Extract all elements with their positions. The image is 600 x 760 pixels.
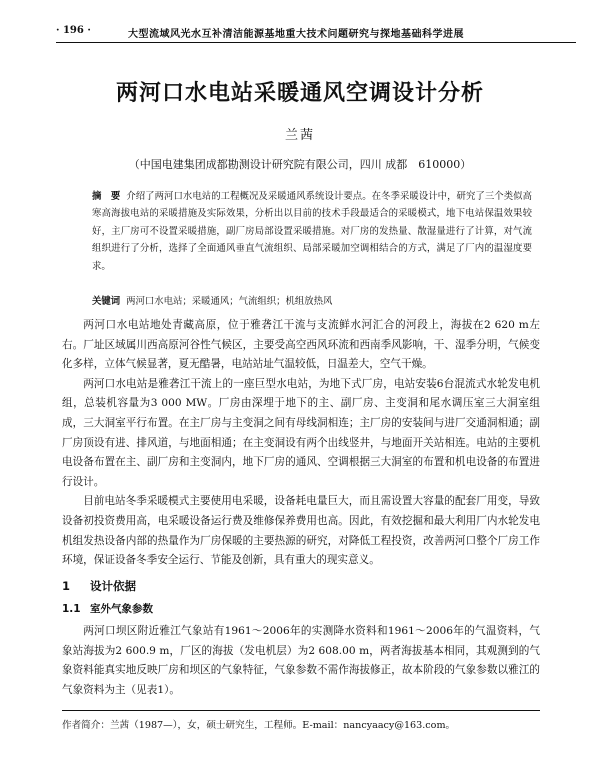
section-number: 1: [62, 578, 71, 593]
keywords-text: 两河口水电站；采暖通风；气流组织；机组放热风: [126, 296, 333, 307]
paragraph-weather: 两河口坝区附近雅江气象站有1961～2006年的实测降水资料和1961～2006年的气温资料，气象站海拔为2 600.9 m，厂区的海拔（发电机层）为2 608.00 m，两者海拔基本相同，其观测到的气象资料能真实地反映厂房和坝区的气象特征，气象参数不需作海拔修正，故本阶段的气象参数以雅江的气象资料为主（见表1）。: [62, 624, 540, 696]
body-text: [62, 316, 540, 700]
page-number: · 196 ·: [56, 25, 91, 36]
paper-title: 两河口水电站采暖通风空调设计分析: [115, 81, 484, 106]
author-footnote: 作者简介：兰茜（1987—），女，硕士研究生，工程师。E-mail：nancyaacy@163.com。: [62, 710, 540, 731]
section-heading-1: [62, 577, 540, 597]
subsection-heading-1-1: [62, 600, 540, 620]
abstract-text: 介绍了两河口水电站的工程概况及采暖通风系统设计要点。在冬季采暖设计中，研究了三个类似高寒高海拔电站的采暖措施及实际效果，分析出以目前的技术手段最适合的采暖模式，地下电站保温效果较好，主厂房可不设置采暖措施，副厂房局部设置采暖措施。对厂房的发热量、散湿量进行了计算，对气流组织进行了分析，选择了全面通风垂直气流组织、局部采暖加空调相结合的方式，满足了厂内的温湿度要求。: [92, 191, 532, 272]
abstract-label: 摘 要: [92, 191, 121, 202]
abstract: [92, 188, 532, 275]
subsection-title: 室外气象参数: [90, 603, 153, 616]
running-header: [56, 24, 576, 43]
section-title: 设计依据: [90, 578, 136, 593]
paragraph-site: 两河口水电站地处青藏高原，位于雅砻江干流与支流鲜水河汇合的河段上，海拔在2 620 m左右。厂址区域属川西高原河谷性气候区，主要受高空西风环流和西南季风影响，干、湿季分明，气候变化多样，立体气候显著，夏无酷暑，电站站址气温较低，日温差大，空气干燥。: [62, 319, 540, 371]
author-name: 兰茜: [284, 128, 315, 143]
subsection-number: 1.1: [62, 603, 81, 616]
author-affiliation: （中国电建集团成都勘测设计研究院有限公司，四川 成都 610000）: [128, 158, 472, 171]
paragraph-motivation: 目前电站冬季采暖模式主要使用电采暖，设备耗电量巨大，而且需设置大容量的配套厂用变，导致设备初投资费用高，电采暖设备运行费及维修保养费用也高。因此，有效挖掘和最大利用厂内水轮发电机组发热设备内部的热量作为厂房保暖的主要热源的研究，对降低工程投资，改善两河口整个厂房工作环境，保证设备冬季安全运行、节能及创新，具有重大的现实意义。: [62, 495, 540, 567]
paragraph-layout: 两河口水电站是雅砻江干流上的一座巨型水电站，为地下式厂房，电站安装6台混流式水轮发电机组，总装机容量为3 000 MW。厂房由深埋于地下的主、副厂房、主变洞和尾水调压室三大洞室组成，三大洞室平行布置。在主厂房与主变洞之间有母线洞相连；主厂房的安装间与进厂交通洞相通；副厂房顶设有进、排风道，与地面相通；在主变洞设有两个出线竖井，与地面开关站相连。电站的主要机电设备布置在主、副厂房和主变洞内，地下厂房的通风、空调根据三大洞室的布置和机电设备的布置进行设计。: [62, 377, 540, 488]
keywords-label: 关键词: [92, 296, 121, 307]
running-title: 大型流域风光水互补清洁能源基地重大技术问题研究与探地基础科学进展: [128, 29, 464, 40]
keywords: [92, 294, 532, 310]
